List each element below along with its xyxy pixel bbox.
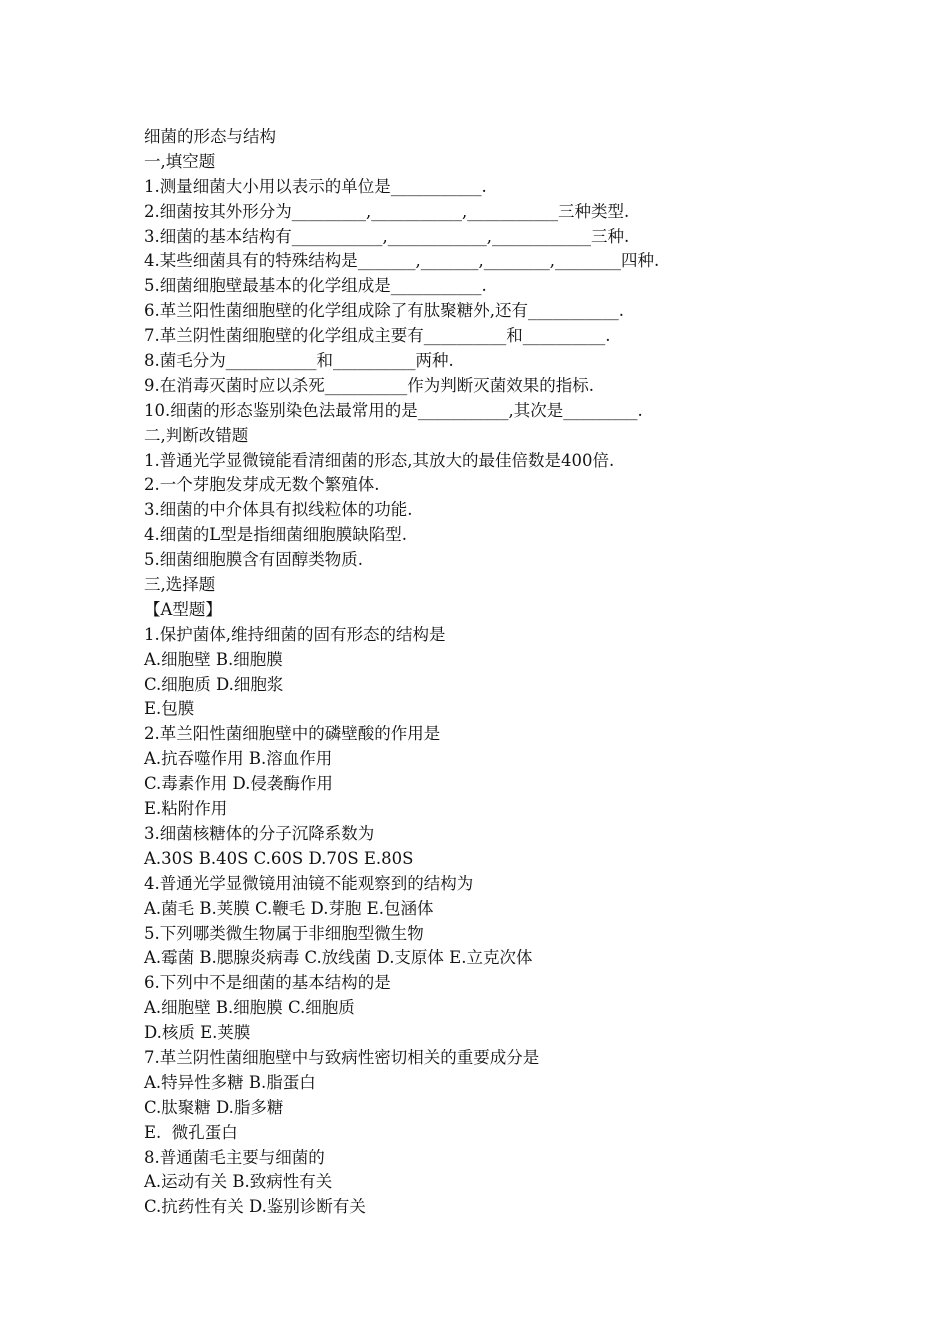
question-line: 2.细菌按其外形分为_________,___________,___________三种类型. — [144, 201, 630, 221]
section-heading-multiple-choice: 三,选择题 — [144, 575, 216, 595]
option-line: A.抗吞噬作用 B.溶血作用 — [144, 749, 333, 769]
question-line: 2.革兰阳性菌细胞壁中的磷壁酸的作用是 — [144, 724, 441, 744]
question-line: 1.测量细菌大小用以表示的单位是___________. — [144, 176, 487, 196]
question-line: 7.革兰阴性菌细胞壁的化学组成主要有__________和__________. — [144, 326, 611, 346]
option-line: E. 微孔蛋白 — [144, 1122, 238, 1142]
question-line: 2.一个芽胞发芽成无数个繁殖体. — [144, 475, 380, 495]
option-line: D.核质 E.荚膜 — [144, 1023, 251, 1043]
question-line: 5.细菌细胞膜含有固醇类物质. — [144, 550, 363, 570]
section-heading-true-false: 二,判断改错题 — [144, 425, 249, 445]
question-line: 10.细菌的形态鉴别染色法最常用的是___________,其次是_________. — [144, 400, 643, 420]
document-title: 细菌的形态与结构 — [144, 127, 276, 146]
question-line: 5.下列哪类微生物属于非细胞型微生物 — [144, 923, 424, 943]
question-line: 8.菌毛分为___________和__________两种. — [144, 351, 454, 371]
section-heading-fill-in: 一,填空题 — [144, 151, 216, 171]
option-line: E.包膜 — [144, 699, 195, 719]
option-line: C.毒素作用 D.侵袭酶作用 — [144, 774, 333, 794]
question-line: 4.普通光学显微镜用油镜不能观察到的结构为 — [144, 873, 474, 893]
question-line: 9.在消毒灭菌时应以杀死__________作为判断灭菌效果的指标. — [144, 375, 594, 395]
option-line: A.霉菌 B.腮腺炎病毒 C.放线菌 D.支原体 E.立克次体 — [144, 948, 533, 968]
option-line: A.特异性多糖 B.脂蛋白 — [144, 1072, 316, 1092]
question-line: 4.细菌的L型是指细菌细胞膜缺陷型. — [144, 525, 407, 545]
question-line: 1.保护菌体,维持细菌的固有形态的结构是 — [144, 624, 446, 644]
question-line: 5.细菌细胞壁最基本的化学组成是___________. — [144, 276, 487, 296]
option-line: A.30S B.40S C.60S D.70S E.80S — [144, 848, 414, 868]
option-line: E.粘附作用 — [144, 799, 228, 819]
option-line: C.肽聚糖 D.脂多糖 — [144, 1097, 284, 1117]
question-line: 3.细菌的基本结构有___________,____________,____________三种. — [144, 226, 630, 246]
subsection-heading: 【A型题】 — [144, 599, 222, 619]
option-line: C.抗药性有关 D.鉴别诊断有关 — [144, 1197, 366, 1217]
question-line: 3.细菌的中介体具有拟线粒体的功能. — [144, 500, 413, 520]
question-line: 1.普通光学显微镜能看清细菌的形态,其放大的最佳倍数是400倍. — [144, 450, 615, 470]
question-line: 7.革兰阴性菌细胞壁中与致病性密切相关的重要成分是 — [144, 1047, 540, 1067]
question-line: 6.革兰阳性菌细胞壁的化学组成除了有肽聚糖外,还有___________. — [144, 301, 624, 321]
document-body — [144, 125, 844, 1220]
question-line: 8.普通菌毛主要与细菌的 — [144, 1147, 325, 1167]
option-line: A.细胞壁 B.细胞膜 C.细胞质 — [144, 998, 355, 1018]
option-line: C.细胞质 D.细胞浆 — [144, 674, 284, 694]
option-line: A.菌毛 B.荚膜 C.鞭毛 D.芽胞 E.包涵体 — [144, 898, 434, 918]
question-line: 3.细菌核糖体的分子沉降系数为 — [144, 823, 375, 843]
option-line: A.细胞壁 B.细胞膜 — [144, 649, 283, 669]
option-line: A.运动有关 B.致病性有关 — [144, 1172, 333, 1192]
question-line: 6.下列中不是细菌的基本结构的是 — [144, 973, 391, 993]
question-line: 4.某些细菌具有的特殊结构是_______,_______,________,________四种. — [144, 251, 660, 271]
